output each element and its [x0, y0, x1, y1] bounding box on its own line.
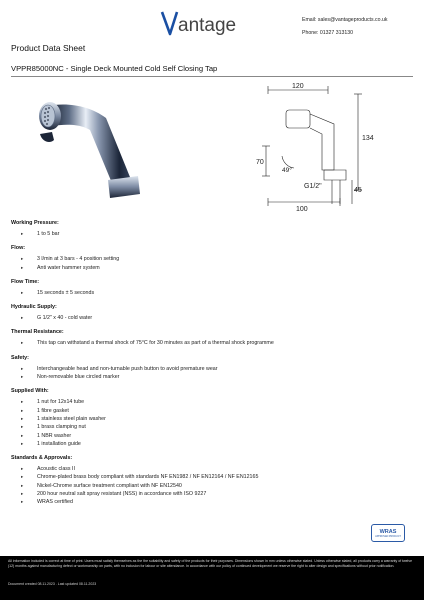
- list-item: ▸ G 1/2" x 40 - cold water: [11, 314, 413, 322]
- phone-text: Phone: 01327 313130: [302, 30, 354, 36]
- dim-height-bottom: 45: [354, 187, 362, 194]
- list-item: ▸ 1 installation guide: [11, 440, 413, 448]
- vantage-logo: [160, 8, 272, 38]
- list-item: ▸ This tap can withstand a thermal shock of 75°C for 30 minutes as part of a thermal shock programme: [11, 339, 413, 347]
- wras-approved-badge: [371, 524, 405, 542]
- section-standards-approvals: [11, 454, 413, 506]
- section-title: Hydraulic Supply:: [11, 304, 57, 311]
- item-list: [11, 314, 413, 322]
- list-item: ▸ 3 l/min at 3 bars - 4 position setting: [11, 255, 413, 263]
- logo-text: antage: [178, 15, 237, 36]
- list-item: ▸ Chrome-plated brass body compliant with standards NF EN1982 / NF EN12164 / NF EN12165: [11, 473, 413, 481]
- section-title: Working Pressure:: [11, 220, 59, 226]
- dim-thread: G1/2": [304, 183, 322, 190]
- section-working-pressure: [11, 219, 413, 238]
- dim-width-bottom: 100: [296, 206, 308, 212]
- wras-sub-label: APPROVED PRODUCT: [375, 534, 401, 538]
- list-item: ▸ 200 hour neutral salt spray resistant (NSS) in accordance with ISO 9227: [11, 490, 413, 498]
- product-photo: [28, 84, 168, 204]
- list-item: ▸ WRAS certified: [11, 498, 413, 506]
- section-supplied-with: [11, 387, 413, 448]
- list-item: ▸ 1 nut for 12x14 tube: [11, 398, 413, 406]
- item-list: [11, 398, 413, 448]
- dim-angle: 49°: [282, 167, 292, 174]
- section-title: Flow:: [11, 245, 26, 252]
- section-title: Safety:: [11, 354, 29, 361]
- spec-sections: [11, 219, 413, 513]
- item-list: [11, 230, 413, 238]
- list-item: ▸ Interchangeable head and non-turnable push button to avoid premature wear: [11, 365, 413, 373]
- list-item: ▸ 1 fibre gasket: [11, 407, 413, 415]
- section-hydraulic-supply: [11, 303, 413, 322]
- vantage-logo-mark: [160, 8, 272, 38]
- section-thermal-resistance: [11, 328, 413, 347]
- section-title: Standards & Approvals:: [11, 455, 73, 462]
- list-item: ▸ 1 stainless steel plain washer: [11, 415, 413, 423]
- section-flow: [11, 244, 413, 272]
- title-divider: [11, 76, 413, 77]
- product-title: VPPR85000NC - Single Deck Mounted Cold Self Closing Tap: [11, 64, 218, 73]
- dim-height-left: 70: [256, 159, 264, 166]
- dim-height-total: 134: [362, 135, 374, 142]
- section-title: Supplied With:: [11, 388, 49, 395]
- list-item: ▸ 1 brass clamping nut: [11, 423, 413, 431]
- item-list: [11, 339, 413, 347]
- item-list: [11, 255, 413, 272]
- section-flow-time: [11, 278, 413, 297]
- item-list: [11, 365, 413, 382]
- list-item: ▸ 1 to 5 bar: [11, 230, 413, 238]
- contact-info: [302, 14, 387, 40]
- section-title: Flow Time:: [11, 278, 40, 285]
- item-list: [11, 465, 413, 506]
- technical-drawing: [238, 80, 414, 212]
- footer-dates: Document created 08.11.2023 . Last updated 08.11.2023: [8, 582, 97, 586]
- list-item: ▸ Nickel-Chrome surface treatment compliant with NF EN12540: [11, 482, 413, 490]
- section-safety: [11, 354, 413, 382]
- footer-disclaimer: All information included is correct at time of print. Users must satisfy themselves as the the suitability and safety of the products for their purposes. Dimensions shown in mm unless otherwise stated. Unless otherwise stated, all products carry a warranty of twelve (12) months against manufacturing defect or workmanship on parts, with no inclusion for labour or site attendance. In accordance with our policy of continued development we reserve the right to alter design and specifications without prior notification.: [8, 559, 413, 568]
- list-item: ▸ Acoustic class II: [11, 465, 413, 473]
- email-text: Email: sales@vantageproducts.co.uk: [302, 17, 388, 23]
- wras-label: WRAS: [379, 528, 397, 535]
- list-item: ▸ Non-removable blue circled marker: [11, 373, 413, 381]
- list-item: ▸ 15 seconds ± 5 seconds: [11, 289, 413, 297]
- item-list: [11, 289, 413, 297]
- document-title: Product Data Sheet: [11, 43, 86, 53]
- section-title: Thermal Resistance:: [11, 329, 64, 336]
- list-item: ▸ 1 NBR washer: [11, 432, 413, 440]
- footer: [0, 556, 424, 600]
- dim-width-top: 120: [292, 83, 304, 90]
- list-item: ▸ Anti water hammer system: [11, 264, 413, 272]
